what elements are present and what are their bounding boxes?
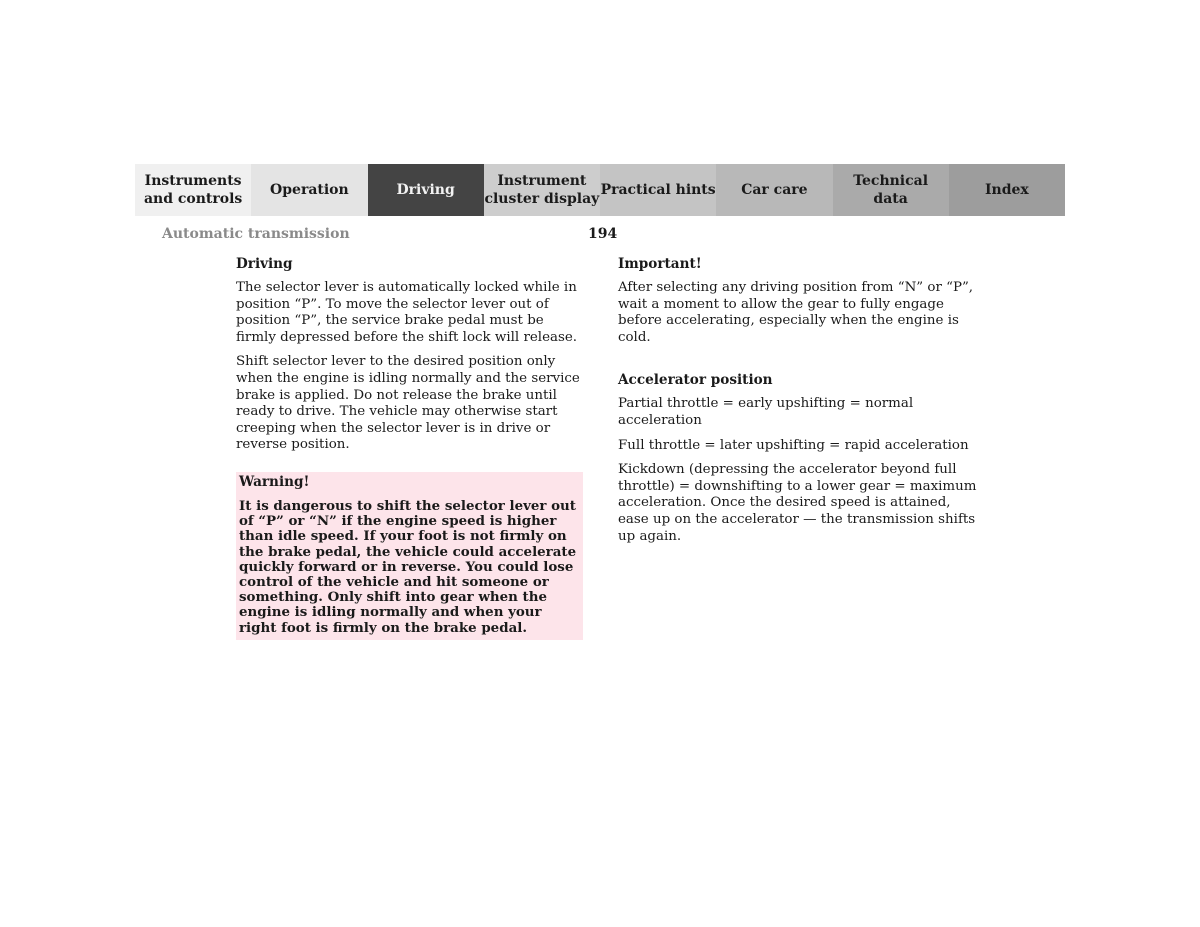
warning-title: Warning! bbox=[239, 473, 310, 490]
driving-paragraph-2: Shift selector lever to the desired position only when the engine is idling normally and the service brake is applied. Do not release the brake until ready to drive. The vehicle may otherwise start creeping when the selector lever is in drive or reverse position. bbox=[236, 354, 580, 453]
important-text: After selecting any driving position from “N” or “P”, wait a moment to allow the gear to fully engage before accelerating, especially when the engine is cold. bbox=[618, 280, 974, 345]
tab-instruments-and-controls[interactable]: Instruments and controls bbox=[135, 164, 251, 216]
section-tabs bbox=[135, 164, 1065, 216]
spacer bbox=[618, 354, 978, 371]
accelerator-heading: Accelerator position bbox=[618, 372, 773, 389]
warning-text: It is dangerous to shift the selector lever out of “P” or “N” if the engine speed is higher than idle speed. If your foot is not firmly on the brake pedal, the vehicle could accelerate quickly forward or in reverse. You could lose control of the vehicle and hit someone or something. Only shift into gear when the engine is idling normally and when your right foot is firmly on the brake pedal. bbox=[239, 497, 577, 636]
driving-paragraph-1: The selector lever is automatically locked while in position “P”. To move the selector lever out of position “P”, the service brake pedal must be firmly depressed before the shift lock will release. bbox=[236, 280, 578, 345]
tab-operation[interactable]: Operation bbox=[251, 164, 367, 216]
important-heading: Important! bbox=[618, 256, 702, 272]
accelerator-item-kickdown: Kickdown (depressing the accelerator beyond full throttle) = downshifting to a lower gear = maximum acceleration. Once the desired speed is attained, ease up on the accelerator — the transmission shifts up again. bbox=[618, 462, 977, 544]
tab-practical-hints[interactable]: Practical hints bbox=[600, 164, 716, 216]
tab-instrument-cluster-display[interactable]: Instrument cluster display bbox=[484, 164, 600, 216]
right-column bbox=[618, 255, 978, 553]
section-title: Automatic transmission bbox=[162, 226, 350, 242]
tab-technical-data[interactable]: Technical data bbox=[833, 164, 949, 216]
left-column bbox=[236, 255, 586, 640]
tab-driving[interactable]: Driving bbox=[368, 164, 484, 216]
accelerator-item-partial: Partial throttle = early upshifting = normal acceleration bbox=[618, 396, 914, 428]
tab-index[interactable]: Index bbox=[949, 164, 1065, 216]
accelerator-item-full: Full throttle = later upshifting = rapid acceleration bbox=[618, 437, 969, 453]
warning-box bbox=[236, 472, 583, 640]
tab-car-care[interactable]: Car care bbox=[716, 164, 832, 216]
page-number: 194 bbox=[588, 226, 618, 242]
driving-heading: Driving bbox=[236, 256, 293, 272]
